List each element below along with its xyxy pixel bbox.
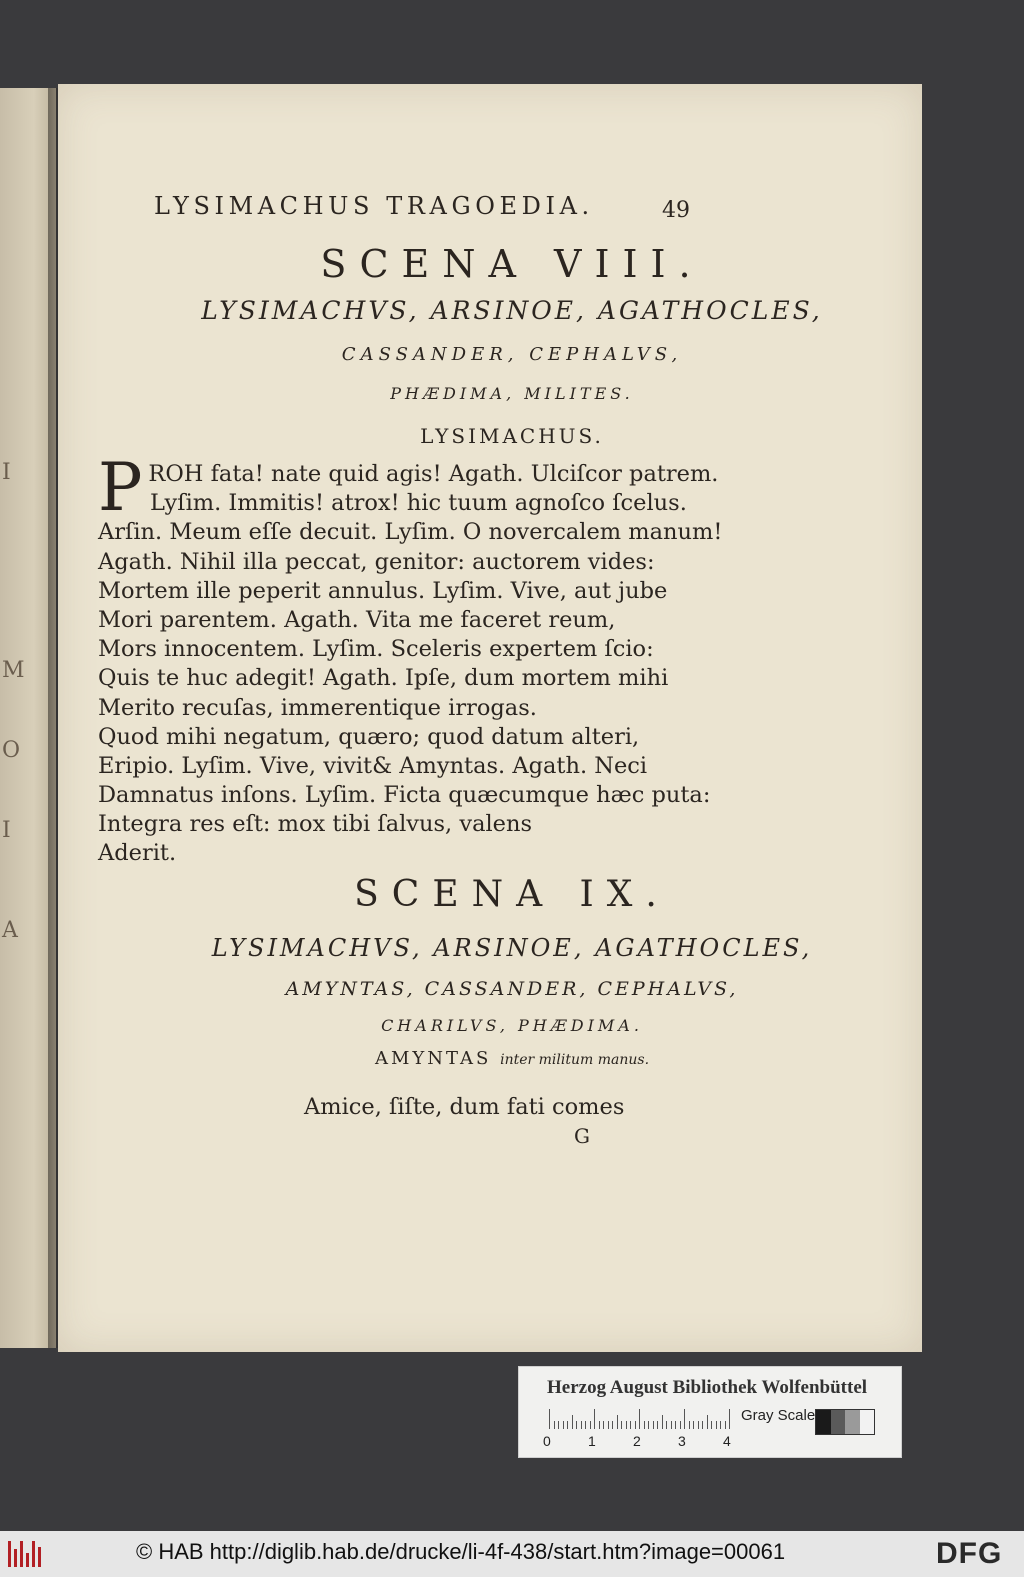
scene-9-cast-line: AMYNTAS, CASSANDER, CEPHALVS,	[285, 978, 739, 1000]
ruler-tick	[657, 1421, 658, 1429]
previous-page-fragment: O	[2, 738, 21, 763]
ruler-tick	[702, 1421, 703, 1429]
previous-page-fragment: I	[2, 460, 11, 485]
ruler-tick	[711, 1421, 712, 1429]
verse-line: Damnatus inſons. Lyſim. Ficta quæcumque hæc puta:	[98, 782, 711, 809]
gray-scale-label: Gray Scale	[741, 1407, 816, 1424]
hab-logo-icon	[6, 1541, 46, 1567]
gray-swatch	[831, 1410, 846, 1434]
gray-swatch	[860, 1410, 875, 1434]
gray-swatch	[845, 1410, 860, 1434]
running-head: LYSIMACHUS TRAGOEDIA.	[154, 192, 594, 220]
ruler-number: 0	[543, 1433, 551, 1449]
scene-8-cast-line: CASSANDER, CEPHALVS,	[341, 344, 683, 365]
scene-9-cast-line: LYSIMACHVS, ARSINOE, AGATHOCLES,	[211, 934, 813, 962]
ruler-tick	[693, 1421, 694, 1429]
verse-line: Mori parentem. Agath. Vita me faceret reum,	[98, 606, 616, 633]
speaker-name: AMYNTAS	[374, 1048, 492, 1069]
ruler-tick	[635, 1421, 636, 1429]
ruler-tick	[662, 1415, 663, 1429]
ruler-tick	[621, 1421, 622, 1429]
verse-line: Mortem ille peperit annulus. Lyſim. Vive, aut jube	[98, 577, 668, 604]
ruler-tick	[698, 1421, 699, 1429]
verse-line: Merito recuſas, immerentique irrogas.	[98, 694, 537, 721]
scene-9-speaker	[0, 1048, 1024, 1069]
copyright-url: © HAB http://diglib.hab.de/drucke/li-4f-438/start.htm?image=00061	[136, 1539, 786, 1564]
ruler-tick	[680, 1421, 681, 1429]
ruler-tick	[716, 1421, 717, 1429]
verse-line: Agath. Nihil illa peccat, genitor: auctorem vides:	[98, 548, 655, 575]
signature-mark: G	[574, 1124, 590, 1148]
ruler-tick	[626, 1421, 627, 1429]
previous-page-fragment: M	[2, 658, 25, 683]
page-number: 49	[662, 198, 690, 223]
ruler-tick	[707, 1415, 708, 1429]
ruler-tick	[639, 1409, 640, 1429]
ruler-tick	[608, 1421, 609, 1429]
stage-direction: inter militum manus.	[500, 1052, 650, 1068]
ruler-tick	[563, 1421, 564, 1429]
ruler-tick	[630, 1421, 631, 1429]
gray-scale-swatches	[815, 1409, 875, 1435]
ruler-tick	[572, 1415, 573, 1429]
verse-line: Arſin. Meum eſſe decuit. Lyſim. O novercalem manum!	[98, 519, 723, 546]
scene-8-speaker: LYSIMACHUS.	[420, 424, 604, 448]
scale-ruler	[549, 1407, 731, 1429]
ruler-tick	[585, 1421, 586, 1429]
verse-line: Quod mihi negatum, quæro; quod datum alteri,	[98, 723, 640, 750]
scene-8-heading: SCENA VIII.	[320, 242, 704, 286]
verse-line: Aderit.	[98, 840, 177, 867]
ruler-tick	[720, 1421, 721, 1429]
verse-line: Eripio. Lyſim. Vive, vivit& Amyntas. Agath. Neci	[98, 752, 648, 779]
ruler-number: 1	[588, 1433, 596, 1449]
ruler-tick	[599, 1421, 600, 1429]
ruler-number: 4	[723, 1433, 731, 1449]
drop-cap-continuation: ROH	[148, 461, 204, 487]
scene-9-verse-line: Amice, ſiſte, dum fati comes	[304, 1094, 625, 1120]
drop-cap: P	[98, 449, 143, 526]
ruler-tick	[644, 1421, 645, 1429]
verse-line: Mors innocentem. Lyſim. Sceleris expertem ſcio:	[98, 636, 654, 663]
verse-line: Integra res eſt: mox tibi ſalvus, valens	[98, 811, 533, 838]
footer-bar	[0, 1531, 1024, 1577]
previous-page-fragment: I	[2, 818, 11, 843]
ruler-tick	[603, 1421, 604, 1429]
library-color-label	[518, 1366, 902, 1458]
dfg-logo: DFG	[936, 1537, 1003, 1570]
ruler-tick	[648, 1421, 649, 1429]
ruler-tick	[617, 1415, 618, 1429]
ruler-number: 2	[633, 1433, 641, 1449]
ruler-tick	[590, 1421, 591, 1429]
previous-page-fragment: A	[2, 918, 18, 943]
ruler-tick	[558, 1421, 559, 1429]
verse-line: Lyſim. Immitis! atrox! hic tuum agnoſco ſcelus.	[150, 490, 687, 517]
ruler-tick	[554, 1421, 555, 1429]
gray-swatch	[816, 1410, 831, 1434]
scene-8-cast-line: PHÆDIMA, MILITES.	[390, 384, 634, 403]
ruler-tick	[653, 1421, 654, 1429]
ruler-tick	[567, 1421, 568, 1429]
ruler-tick	[675, 1421, 676, 1429]
ruler-numbers	[543, 1433, 743, 1451]
ruler-tick	[689, 1421, 690, 1429]
verse-text: fata! nate quid agis! Agath. Ulciſcor patrem.	[203, 461, 719, 487]
ruler-tick	[594, 1409, 595, 1429]
ruler-tick	[666, 1421, 667, 1429]
ruler-tick	[725, 1421, 726, 1429]
scene-9-heading: SCENA IX.	[354, 874, 670, 915]
ruler-tick	[729, 1409, 730, 1429]
scene-8-cast-line: LYSIMACHVS, ARSINOE, AGATHOCLES,	[201, 296, 823, 325]
ruler-tick	[684, 1409, 685, 1429]
ruler-tick	[612, 1421, 613, 1429]
ruler-tick	[576, 1421, 577, 1429]
scene-9-cast-line: CHARILVS, PHÆDIMA.	[381, 1016, 643, 1035]
ruler-number: 3	[678, 1433, 686, 1449]
verse-line: Quis te huc adegit! Agath. Ipſe, dum mortem mihi	[98, 665, 669, 692]
scene-8-verse	[98, 449, 723, 869]
ruler-tick	[671, 1421, 672, 1429]
library-name: Herzog August Bibliothek Wolfenbüttel	[547, 1377, 868, 1398]
ruler-tick	[549, 1409, 550, 1429]
ruler-tick	[581, 1421, 582, 1429]
